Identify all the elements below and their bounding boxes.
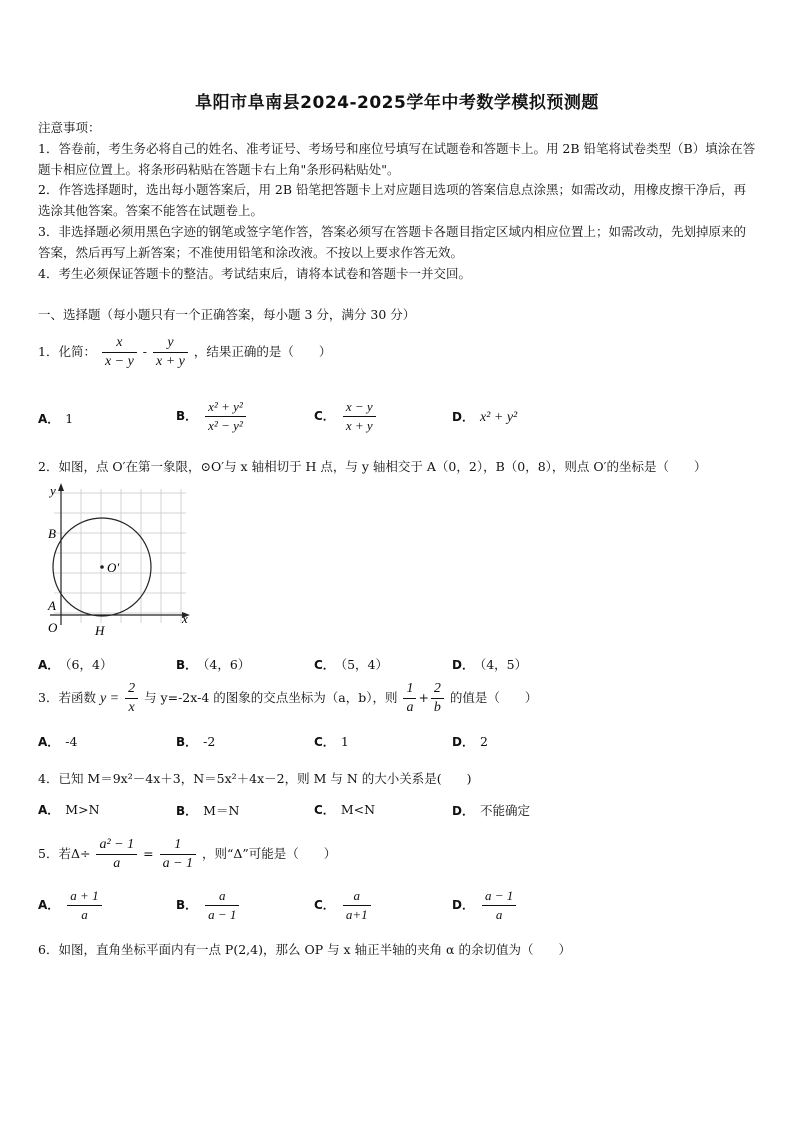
option-den: a+1 [345,907,368,922]
q5-prefix: 5．若Δ÷ [38,846,91,861]
option-label: C． [314,898,335,912]
label-center: O′ [107,560,120,575]
q5-option-a[interactable] [38,887,104,924]
option-label: A． [38,898,60,912]
option-label: A． [38,412,60,426]
q3-g1-num: 1 [403,680,416,699]
option-den: x + y [345,418,373,433]
q3-fraction-2 [431,680,444,717]
option-label: C． [314,803,335,817]
option-label: D． [452,735,474,749]
q1-suffix: ，结果正确的是（ ） [193,344,332,359]
option-label: B． [176,735,198,749]
q5-fraction-2 [160,836,196,873]
option-label: A． [38,658,60,672]
q3-g1-den: a [406,700,414,715]
option-label: B． [176,898,198,912]
center-point [100,565,104,569]
q3-f-num: 2 [125,680,138,699]
q3-mid: 与 y=-2x-4 的图象的交点坐标为（a，b），则 [144,690,398,705]
q2-figure [36,483,196,641]
option-text: -4 [65,734,78,749]
question-3 [38,680,768,717]
q5-g-num: 1 [160,836,196,855]
option-label: D． [452,410,474,424]
q1-f1-num: x [102,334,137,353]
question-6: 6．如图，直角坐标平面内有一点 P(2,4)，那么 OP 与 x 轴正半轴的夹角 α 的余切值为（ ） [38,942,571,957]
q3-fraction [125,680,138,717]
grid [54,489,186,623]
label-b: B [48,526,56,541]
q1-option-a[interactable] [38,410,73,427]
q1-f1-den: x − y [104,354,134,369]
q5-g-den: a − 1 [162,856,194,871]
q2-option-d[interactable] [452,655,527,673]
q5-fraction-1 [96,836,137,873]
q5-option-c[interactable] [314,887,373,924]
q1-option-b[interactable] [176,398,248,435]
option-text: （5，4） [340,657,388,672]
q5-f-num: a² − 1 [96,836,137,855]
option-label: B． [176,804,198,818]
q5-options [38,887,758,922]
note-item-1: 1．答卷前，考生务必将自己的姓名、准考证号、考场号和座位号填写在试题卷和答题卡上。用 2B 铅笔将试卷类型（B）填涂在答题卡相应位置上。将条形码粘贴在答题卡右上角"条形码粘贴处"。 [38,140,756,177]
option-num: a [205,887,239,906]
q3-options [38,733,758,763]
notes-block [38,118,758,284]
q4-option-d[interactable] [452,801,530,819]
option-text: M＝N [203,803,240,818]
option-num: x² + y² [205,398,246,417]
q3-option-b[interactable] [176,733,215,750]
q5-suffix: ，则“Δ”可能是（ ） [202,846,337,861]
q3-option-a[interactable] [38,733,77,750]
y-axis-arrow-icon [58,483,64,491]
q2-option-a[interactable] [38,655,112,673]
question-5 [38,836,768,873]
q3-prefix: 3．若函数 [38,690,96,705]
option-text: x² + y² [479,410,518,425]
q4-option-c[interactable] [314,801,375,818]
page-title: 阜阳市阜南县2024-2025学年中考数学模拟预测题 [195,93,599,113]
question-4: 4．已知 M＝9x²－4x＋3，N＝5x²＋4x－2，则 M 与 N 的大小关系是( ) [38,771,472,786]
q3-suffix: 的值是（ ） [449,690,538,705]
q3-option-d[interactable] [452,733,488,750]
q1-minus: - [142,344,148,359]
option-den: a [495,907,503,922]
q3-g2-num: 2 [431,680,444,699]
option-text: 1 [65,411,74,426]
question-1 [38,334,768,371]
option-num: a − 1 [482,887,516,906]
option-label: D． [452,804,474,818]
label-o: O [48,620,58,635]
label-a: A [48,598,56,613]
option-label: D． [452,658,474,672]
q4-options [38,801,758,831]
q1-prefix: 1．化简： [38,344,96,359]
option-label: D． [452,898,474,912]
option-label: B． [176,658,198,672]
q1-option-c[interactable] [314,398,378,435]
note-item-4: 4．考生必须保证答题卡的整洁。考试结束后，请将本试卷和答题卡一并交回。 [38,265,471,281]
option-den: x² − y² [208,418,243,433]
option-text: -2 [203,734,216,749]
q1-f2-num: y [153,334,188,353]
option-text: 1 [340,734,349,749]
q5-f-den: a [113,856,121,871]
label-x: x [182,611,188,626]
option-label: C． [314,409,335,423]
notes-header: 注意事项： [38,120,101,135]
option-label: C． [314,658,335,672]
q5-option-d[interactable] [452,887,518,924]
option-label: A． [38,735,60,749]
q4-option-b[interactable] [176,801,239,819]
q3-y: y = [99,691,120,706]
note-item-3: 3．非选择题必须用黑色字迹的钢笔或签字笔作答，答案必须写在答题卡各题目指定区域内相应位置上；如需改动，先划掉原来的答案，然后再写上新答案；不准使用铅笔和涂改液。不按以上要求作答无效。 [38,223,746,260]
q3-f-den: x [128,700,135,715]
option-text: 2 [479,734,488,749]
q3-option-c[interactable] [314,733,349,750]
q4-option-a[interactable] [38,801,100,818]
option-text: M<N [340,802,376,817]
q1-fraction-2 [153,334,188,371]
q1-option-d[interactable] [452,408,517,426]
option-text: （6，4） [65,657,113,672]
option-den: a [81,907,88,922]
q3-g2-den: b [433,700,441,715]
option-text: 不能确定 [479,803,530,818]
q5-option-b[interactable] [176,887,241,924]
section-title: 一、选择题（每小题只有一个正确答案，每小题 3 分，满分 30 分） [38,307,416,322]
option-label: A． [38,803,60,817]
q1-f2-den: x + y [156,354,185,369]
option-num: x − y [343,398,376,417]
question-2: 2．如图，点 O′在第一象限，⊙O′与 x 轴相切于 H 点，与 y 轴相交于 A（0，2），B（0，8），则点 O′的坐标是（ ） [38,459,707,474]
option-den: a − 1 [208,907,237,922]
q3-plus: + [418,690,429,705]
option-label: B． [176,409,198,423]
option-num: a + 1 [67,887,101,906]
option-text: M>N [65,802,100,817]
q2-option-b[interactable] [176,655,250,673]
option-text: （4，6） [203,657,251,672]
option-label: C． [314,735,335,749]
option-num: a [343,887,371,906]
label-y: y [50,483,56,498]
q2-option-c[interactable] [314,655,388,673]
q3-fraction-1 [403,680,416,717]
q1-fraction-1 [102,334,137,371]
q1-options [38,398,758,433]
label-h: H [95,623,105,638]
q5-eq: = [143,846,154,861]
option-text: （4，5） [479,657,528,672]
note-item-2: 2．作答选择题时，选出每小题答案后，用 2B 铅笔把答题卡上对应题目选项的答案信息点涂黑；如需改动，用橡皮擦干净后，再选涂其他答案。答案不能答在试题卷上。 [38,182,747,219]
